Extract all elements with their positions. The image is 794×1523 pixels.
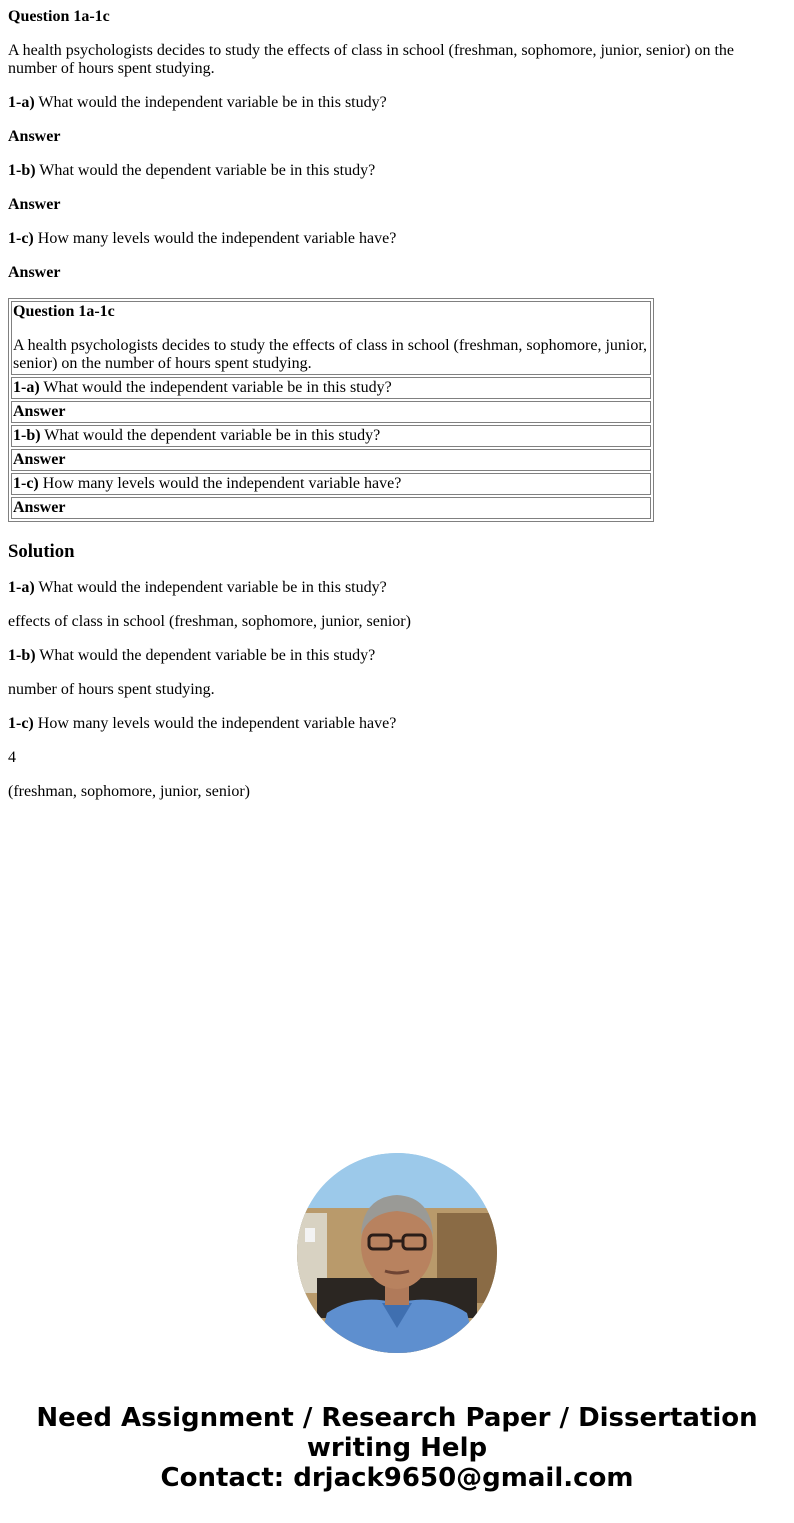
table-row (11, 425, 651, 447)
promo-line: Need Assignment / Research Paper / Dissertation (36, 1403, 758, 1433)
solution-answer: effects of class in school (freshman, sophomore, junior, senior) (8, 613, 411, 630)
table-question-intro: A health psychologists decides to study the effects of class in school (freshman, sophomore, junior, senior) on the number of hours spent studying. (13, 337, 648, 372)
table-row (11, 301, 651, 375)
promo-text (0, 1403, 794, 1493)
question-title: Question 1a-1c (8, 8, 110, 25)
solution-answer-detail: (freshman, sophomore, junior, senior) (8, 783, 250, 800)
table-row (11, 473, 651, 495)
table-cell: 1-a) What would the independent variable be in this study? (11, 377, 651, 399)
table-cell: 1-c) How many levels would the independent variable have? (11, 473, 651, 495)
table-row (11, 449, 651, 471)
answer-label: Answer (8, 264, 61, 281)
solution-answer: 4 (8, 749, 16, 766)
author-photo-avatar (297, 1153, 497, 1353)
solution-question: 1-c) How many levels would the independent variable have? (8, 715, 397, 732)
solution-answer: number of hours spent studying. (8, 681, 215, 698)
question-intro: A health psychologists decides to study the effects of class in school (freshman, sophomore, junior, senior) on the number of hours spent studying. (8, 42, 735, 77)
answer-label: Answer (8, 196, 61, 213)
promo-line: writing Help (306, 1433, 488, 1463)
question-item: 1-a) What would the independent variable be in this study? (8, 94, 387, 111)
person-icon (297, 1153, 497, 1353)
table-answer-cell: Answer (11, 449, 651, 471)
question-item: 1-b) What would the dependent variable be in this study? (8, 162, 376, 179)
promo-banner (0, 1153, 794, 1493)
table-row (11, 497, 651, 519)
table-answer-cell: Answer (11, 401, 651, 423)
question-item: 1-c) How many levels would the independent variable have? (8, 230, 397, 247)
table-cell: 1-b) What would the dependent variable be in this study? (11, 425, 651, 447)
solution-question: 1-a) What would the independent variable be in this study? (8, 579, 387, 596)
table-cell (11, 301, 651, 375)
question-table (8, 298, 654, 522)
table-row (11, 401, 651, 423)
table-answer-cell: Answer (11, 497, 651, 519)
solution-heading: Solution (8, 541, 75, 562)
table-question-title: Question 1a-1c (13, 303, 115, 320)
table-row (11, 377, 651, 399)
solution-question: 1-b) What would the dependent variable be in this study? (8, 647, 376, 664)
promo-contact: Contact: drjack9650@gmail.com (160, 1463, 634, 1493)
answer-label: Answer (8, 128, 61, 145)
